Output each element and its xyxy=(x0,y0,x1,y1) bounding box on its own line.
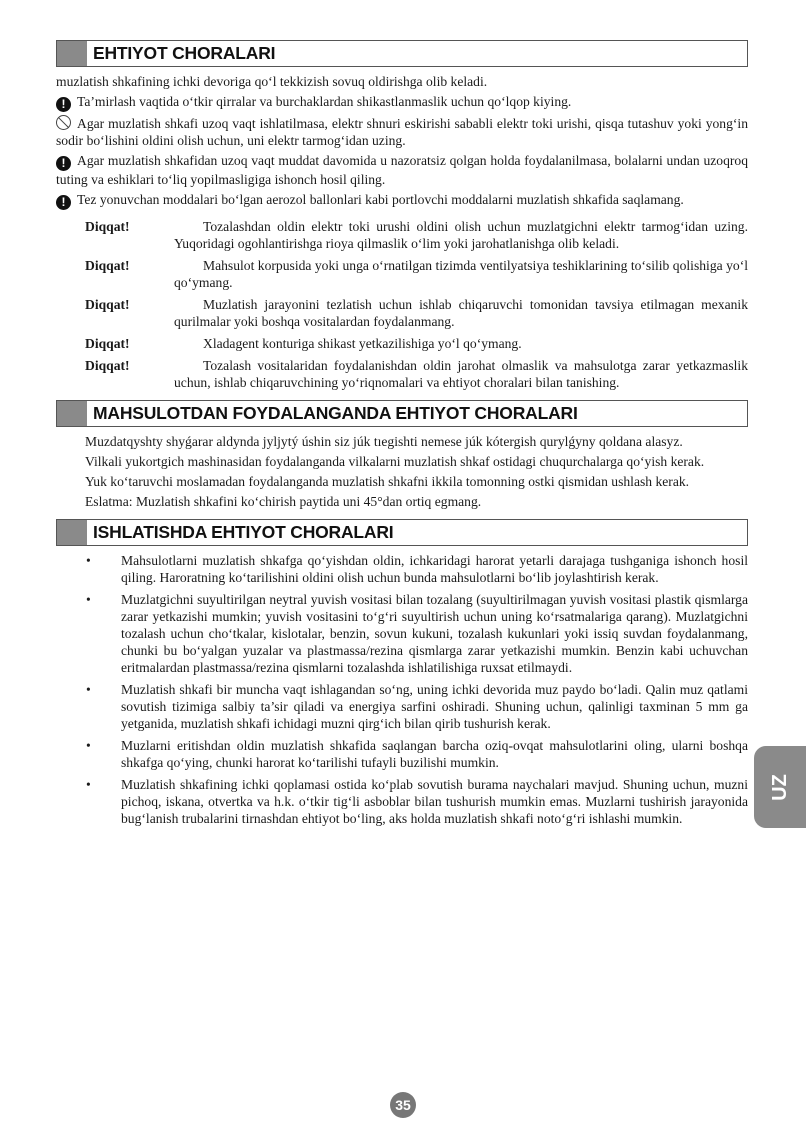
warning-text: Ta’mirlash vaqtida o‘tkir qirralar va burchaklardan shikastlanmaslik uchun qo‘lqop kiying. xyxy=(77,94,572,109)
warning-icon: ! xyxy=(56,97,71,112)
language-tab xyxy=(754,746,806,828)
caution-label: Diqqat! xyxy=(85,336,130,351)
list-item-text: Muzlatgichni suyultirilgan neytral yuvish vositasi bilan tozalang (suyultirilmagan yuvish vositasi plastik qismlarga zarar yetkazishi mumkin; yuvish vositasini to‘g‘ri suyultirish uchun uning ko‘rsatmalariga qarang). Muzlatgichni tozalash uchun cho‘tkalar, kislotalar, benzin, sovun kukuni, tozalash kukunlari yoki issiq suvdan foydalanmang, chunki bu bo‘yalgan yuzalar va plastmassa/rezina qismlarga zarar yetkazishi mumkin. Benzin kabi uchuvchan eritmalardan plastmassa/rezina qismlarni tozalashda ishlatilishiga ruxsat etilmaydi. xyxy=(121,592,748,675)
bullet-mark: • xyxy=(86,738,91,753)
caution-text: Xladagent konturiga shikast yetkazilishiga yo‘l qo‘ymang. xyxy=(203,336,522,351)
paragraph: muzlatish shkafining ichki devoriga qo‘l tekkizish sovuq oldirishga olib keladi. xyxy=(56,74,488,89)
list-item xyxy=(56,681,748,732)
caution-row xyxy=(56,218,748,252)
paragraph: Yuk ko‘taruvchi moslamadan foydalanganda muzlatish shkafni ikkila tomonning ostki qismidan ushlash kerak. xyxy=(85,474,690,489)
list-item xyxy=(56,776,748,827)
list-item xyxy=(56,737,748,771)
bullet-mark: • xyxy=(86,777,91,792)
list-item xyxy=(56,591,748,676)
warning-text: Agar muzlatish shkafidan uzoq vaqt muddat davomida u nazoratsiz qolgan holda foydalanilmasa, bolalarni undan uzoqroq tuting va eshiklari to‘liq yopilmasligiga ishonch hosil qiling. xyxy=(56,153,748,187)
caution-row xyxy=(56,335,748,352)
section-header-precautions xyxy=(56,40,748,67)
warning-icon: ! xyxy=(56,156,71,171)
header-accent-bar xyxy=(57,41,87,66)
warning-text: Tez yonuvchan moddalari bo‘lgan aerozol ballonlari kabi portlovchi moddalarni muzlatish shkafida saqlamang. xyxy=(77,192,684,207)
paragraph: Muzdatqyshty shyǵarar aldynda jyljytý úshin siz júk tıegishti nemese júk kótergish qurylǵyny qoldana alasyz. xyxy=(85,434,683,449)
section-title: MAHSULOTDAN FOYDALANGANDA EHTIYOT CHORALARI xyxy=(93,403,578,423)
note-paragraph: Eslatma: Muzlatish shkafini ko‘chirish paytida uni 45°dan ortiq egmang. xyxy=(85,494,482,509)
language-tab-label: UZ xyxy=(768,773,791,801)
header-accent-bar xyxy=(57,520,87,545)
warning-item xyxy=(56,191,748,210)
caution-label: Diqqat! xyxy=(85,358,130,373)
bullet-mark: • xyxy=(86,553,91,568)
warning-item xyxy=(56,152,748,188)
list-item-text: Muzlarni eritishdan oldin muzlatish shkafida saqlangan barcha oziq-ovqat mahsulotlarini oling, ularni boshqa shkafga qo‘ying, chunki harorat ko‘tarilishi tufayli buzilishi mumkin. xyxy=(121,738,748,770)
bullet-mark: • xyxy=(86,682,91,697)
bullet-mark: • xyxy=(86,592,91,607)
caution-row xyxy=(56,296,748,330)
caution-row xyxy=(56,257,748,291)
list-item-text: Muzlatish shkafi bir muncha vaqt ishlagandan so‘ng, uning ichki devorida muz paydo bo‘ladi. Qalin muz qatlami sovutish tizimiga salbiy ta’sir qiladi va energiya sarfini oshiradi. Shuning uchun, qalinligi taxminan 5 mm ga yetganida, muzlatish shkafi ichidagi muzni qirg‘ich bilan qirib tushurish kerak. xyxy=(121,682,748,731)
caution-label: Diqqat! xyxy=(85,219,130,234)
section-header-operation xyxy=(56,519,748,546)
page-number: 35 xyxy=(390,1092,416,1118)
header-accent-bar xyxy=(57,401,87,426)
warning-text: Agar muzlatish shkafi uzoq vaqt ishlatilmasa, elektr shnuri eskirishi sababli elektr toki urishi, qisqa tutashuv yoki yong‘in sodir bo‘lishini oldini olish uchun, uni elektr tarmog‘idan uzing. xyxy=(56,116,748,148)
section-header-product-use xyxy=(56,400,748,427)
section-title: ISHLATISHDA EHTIYOT CHORALARI xyxy=(93,522,394,542)
caution-label: Diqqat! xyxy=(85,258,130,273)
list-item xyxy=(56,552,748,586)
warning-item xyxy=(56,93,748,112)
caution-text: Tozalash vositalaridan foydalanishdan oldin jarohat olmaslik va mahsulotga zarar yetkazmaslik uchun, ishlab chiqaruvchining yo‘riqnomalari va ehtiyot choralari bilan tanishing. xyxy=(174,358,748,390)
paragraph: Vilkali yukortgich mashinasidan foydalanganda vilkalarni muzlatish shkaf ostidagi chuqurchalarga qo‘yish kerak. xyxy=(85,454,705,469)
warning-item xyxy=(56,115,748,149)
list-item-text: Muzlatish shkafining ichki qoplamasi ostida ko‘plab sovutish burama naychalari mavjud. Shuning uchun, muzni pichoq, iskana, otvertka va h.k. o‘tkir tig‘li asboblar bilan tushurish mumkin emas. Muzlarni tushirish jarayonida bug‘lanish trubalarini tirnashdan ehtiyot bo‘ling, aks holda muzlatish shkafi noto‘g‘ri ishlashi mumkin. xyxy=(121,777,748,826)
prohibited-icon xyxy=(56,115,71,130)
caution-text: Tozalashdan oldin elektr toki urushi oldini olish uchun muzlatgichni elektr tarmog‘idan uzing. Yuqoridagi ogohlantirishga rioya qilmaslik o‘lim yoki jarohatlanishga olib keladi. xyxy=(174,219,748,251)
document-page xyxy=(56,40,748,832)
caution-label: Diqqat! xyxy=(85,297,130,312)
caution-text: Muzlatish jarayonini tezlatish uchun ishlab chiqaruvchi tomonidan tavsiya etilmagan mexanik qurilmalar yoki boshqa vositalardan foydalanmang. xyxy=(174,297,748,329)
caution-row xyxy=(56,357,748,391)
caution-text: Mahsulot korpusida yoki unga o‘rnatilgan tizimda ventilyatsiya teshiklarining to‘silib qolishiga yo‘l qo‘ymang. xyxy=(174,258,748,290)
list-item-text: Mahsulotlarni muzlatish shkafga qo‘yishdan oldin, ichkaridagi harorat yetarli darajaga tushganiga ishonch hosil qiling. Haroratning ko‘tarilishini oldini olish uchun bunda mahsulotlarni bo‘lib joylashtirish kerak. xyxy=(121,553,748,585)
warning-icon: ! xyxy=(56,195,71,210)
section-title: EHTIYOT CHORALARI xyxy=(93,43,276,63)
